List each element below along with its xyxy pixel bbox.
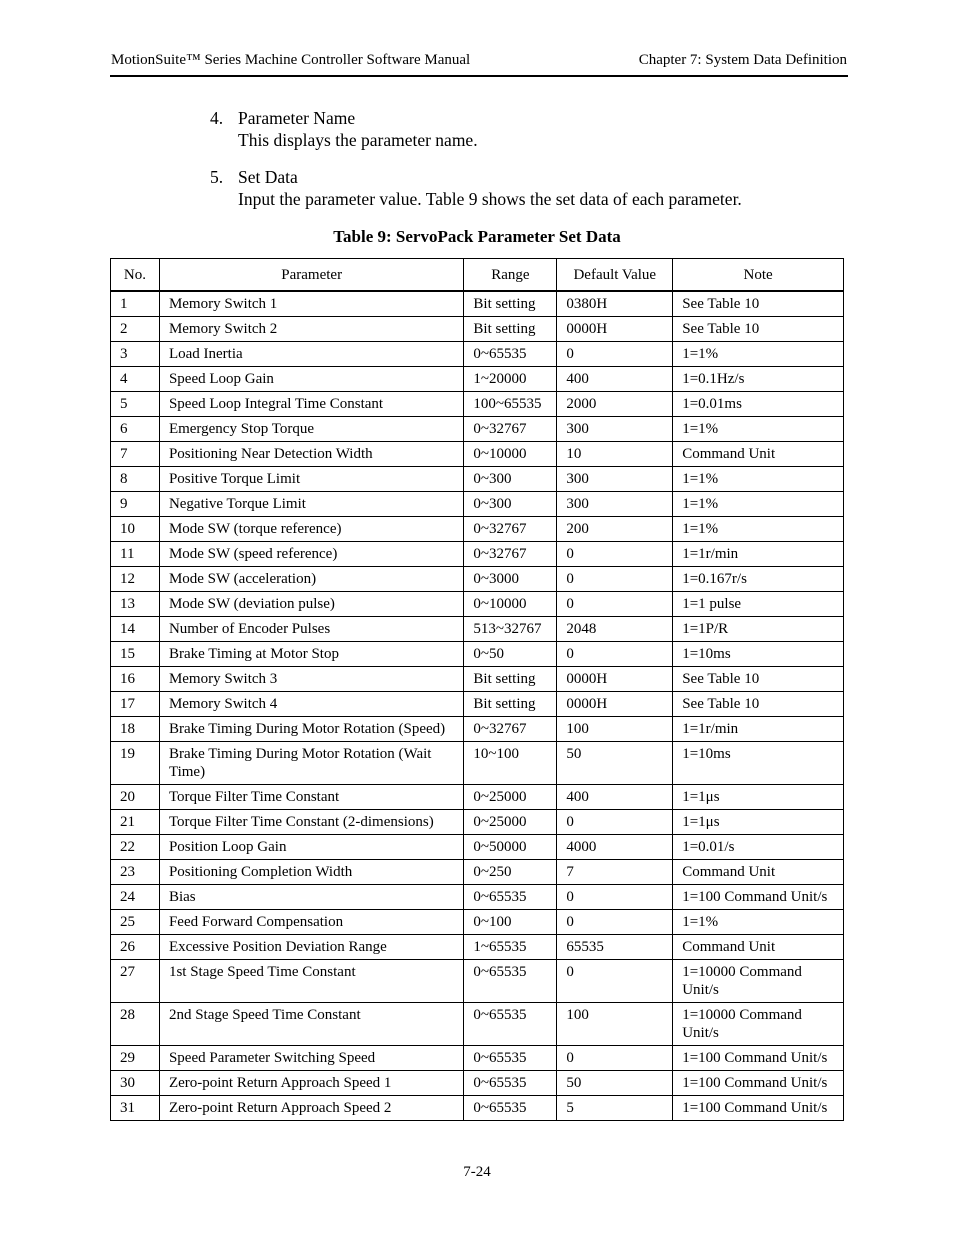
cell-no: 2 (111, 317, 160, 342)
cell-no: 6 (111, 417, 160, 442)
cell-range: 0~65535 (464, 885, 557, 910)
cell-parameter: Zero-point Return Approach Speed 1 (159, 1071, 463, 1096)
cell-parameter: Memory Switch 2 (159, 317, 463, 342)
cell-no: 19 (111, 742, 160, 785)
cell-default-value: 300 (557, 492, 673, 517)
cell-range: 0~65535 (464, 960, 557, 1003)
table-row (111, 291, 844, 317)
column-header-default-value: Default Value (557, 259, 673, 292)
cell-parameter: Zero-point Return Approach Speed 2 (159, 1096, 463, 1121)
cell-note: 1=1 pulse (673, 592, 844, 617)
column-header-range: Range (464, 259, 557, 292)
cell-no: 29 (111, 1046, 160, 1071)
cell-default-value: 0 (557, 542, 673, 567)
chapter-title: Chapter 7: System Data Definition (638, 52, 847, 68)
table-row (111, 835, 844, 860)
item-title: Set Data (238, 167, 298, 187)
cell-note: 1=1μs (673, 785, 844, 810)
cell-default-value: 0 (557, 885, 673, 910)
cell-no: 14 (111, 617, 160, 642)
cell-parameter: Emergency Stop Torque (159, 417, 463, 442)
table-row (111, 342, 844, 367)
cell-no: 7 (111, 442, 160, 467)
cell-range: 0~65535 (464, 342, 557, 367)
cell-default-value: 100 (557, 717, 673, 742)
cell-note: 1=100 Command Unit/s (673, 1046, 844, 1071)
cell-no: 8 (111, 467, 160, 492)
cell-parameter: Speed Loop Integral Time Constant (159, 392, 463, 417)
table-row (111, 885, 844, 910)
cell-note: 1=0.167r/s (673, 567, 844, 592)
cell-default-value: 0000H (557, 692, 673, 717)
cell-default-value: 0000H (557, 317, 673, 342)
cell-default-value: 0 (557, 592, 673, 617)
cell-note: 1=1% (673, 517, 844, 542)
cell-range: 0~65535 (464, 1096, 557, 1121)
cell-parameter: Positioning Near Detection Width (159, 442, 463, 467)
item-title: Parameter Name (238, 108, 356, 128)
cell-default-value: 100 (557, 1003, 673, 1046)
cell-note: See Table 10 (673, 667, 844, 692)
cell-parameter: Excessive Position Deviation Range (159, 935, 463, 960)
table-row (111, 692, 844, 717)
item-description: Input the parameter value. Table 9 shows the set data of each parameter. (238, 189, 742, 209)
cell-no: 20 (111, 785, 160, 810)
cell-default-value: 0 (557, 567, 673, 592)
cell-range: 1~65535 (464, 935, 557, 960)
table-row (111, 860, 844, 885)
cell-note: 1=100 Command Unit/s (673, 1071, 844, 1096)
cell-range: 0~25000 (464, 785, 557, 810)
cell-range: 100~65535 (464, 392, 557, 417)
cell-parameter: Memory Switch 1 (159, 291, 463, 317)
cell-note: See Table 10 (673, 291, 844, 317)
cell-parameter: Torque Filter Time Constant (2-dimensions) (159, 810, 463, 835)
cell-note: 1=1P/R (673, 617, 844, 642)
table-row (111, 417, 844, 442)
table-row (111, 542, 844, 567)
cell-range: 0~32767 (464, 417, 557, 442)
cell-range: 10~100 (464, 742, 557, 785)
cell-default-value: 400 (557, 785, 673, 810)
item-number: 4. (210, 108, 224, 128)
page-number: 7-24 (463, 1164, 491, 1180)
table-row (111, 785, 844, 810)
cell-range: Bit setting (464, 692, 557, 717)
cell-parameter: Mode SW (speed reference) (159, 542, 463, 567)
cell-parameter: Mode SW (deviation pulse) (159, 592, 463, 617)
cell-parameter: Brake Timing During Motor Rotation (Wait Time) (159, 742, 463, 785)
cell-default-value: 0 (557, 810, 673, 835)
table-row (111, 592, 844, 617)
cell-no: 11 (111, 542, 160, 567)
table-row (111, 492, 844, 517)
cell-default-value: 0 (557, 960, 673, 1003)
cell-default-value: 300 (557, 417, 673, 442)
cell-note: See Table 10 (673, 317, 844, 342)
cell-no: 21 (111, 810, 160, 835)
cell-note: 1=100 Command Unit/s (673, 1096, 844, 1121)
header-divider (110, 75, 848, 77)
table-row (111, 935, 844, 960)
cell-default-value: 0 (557, 642, 673, 667)
cell-note: Command Unit (673, 442, 844, 467)
cell-range: 0~32767 (464, 517, 557, 542)
cell-note: 1=1% (673, 342, 844, 367)
cell-parameter: Brake Timing During Motor Rotation (Speed) (159, 717, 463, 742)
cell-note: 1=1% (673, 492, 844, 517)
cell-no: 3 (111, 342, 160, 367)
cell-range: 513~32767 (464, 617, 557, 642)
cell-parameter: Memory Switch 4 (159, 692, 463, 717)
table-row (111, 367, 844, 392)
table-body (111, 291, 844, 1121)
cell-default-value: 7 (557, 860, 673, 885)
cell-default-value: 0 (557, 910, 673, 935)
cell-parameter: Brake Timing at Motor Stop (159, 642, 463, 667)
cell-note: 1=0.01/s (673, 835, 844, 860)
table-row (111, 1046, 844, 1071)
cell-note: 1=10000 Command Unit/s (673, 1003, 844, 1046)
cell-note: 1=1% (673, 910, 844, 935)
cell-default-value: 5 (557, 1096, 673, 1121)
cell-no: 18 (111, 717, 160, 742)
cell-parameter: Feed Forward Compensation (159, 910, 463, 935)
cell-range: 0~25000 (464, 810, 557, 835)
cell-range: 0~300 (464, 467, 557, 492)
cell-parameter: Position Loop Gain (159, 835, 463, 860)
cell-range: 0~32767 (464, 717, 557, 742)
cell-range: 0~250 (464, 860, 557, 885)
servopack-parameter-table (110, 258, 844, 1121)
cell-default-value: 300 (557, 467, 673, 492)
table-row (111, 617, 844, 642)
cell-parameter: 2nd Stage Speed Time Constant (159, 1003, 463, 1046)
cell-range: Bit setting (464, 317, 557, 342)
cell-note: 1=100 Command Unit/s (673, 885, 844, 910)
cell-no: 23 (111, 860, 160, 885)
manual-title: MotionSuite™ Series Machine Controller Software Manual (111, 52, 471, 68)
cell-range: 0~300 (464, 492, 557, 517)
cell-no: 30 (111, 1071, 160, 1096)
cell-parameter: Positioning Completion Width (159, 860, 463, 885)
cell-default-value: 2048 (557, 617, 673, 642)
cell-default-value: 50 (557, 1071, 673, 1096)
cell-no: 4 (111, 367, 160, 392)
cell-no: 24 (111, 885, 160, 910)
cell-no: 25 (111, 910, 160, 935)
table-header-row (111, 259, 844, 292)
cell-default-value: 4000 (557, 835, 673, 860)
table-row (111, 317, 844, 342)
cell-note: 1=10000 Command Unit/s (673, 960, 844, 1003)
cell-no: 27 (111, 960, 160, 1003)
item-description: This displays the parameter name. (238, 130, 478, 150)
cell-default-value: 2000 (557, 392, 673, 417)
cell-default-value: 0380H (557, 291, 673, 317)
cell-no: 28 (111, 1003, 160, 1046)
cell-range: 0~65535 (464, 1046, 557, 1071)
cell-no: 13 (111, 592, 160, 617)
cell-parameter: Negative Torque Limit (159, 492, 463, 517)
cell-no: 22 (111, 835, 160, 860)
cell-no: 10 (111, 517, 160, 542)
table-row (111, 717, 844, 742)
cell-note: Command Unit (673, 860, 844, 885)
cell-range: 1~20000 (464, 367, 557, 392)
cell-note: 1=10ms (673, 742, 844, 785)
cell-note: 1=1r/min (673, 717, 844, 742)
cell-range: 0~100 (464, 910, 557, 935)
cell-default-value: 0 (557, 1046, 673, 1071)
cell-parameter: Memory Switch 3 (159, 667, 463, 692)
cell-parameter: Bias (159, 885, 463, 910)
cell-parameter: Speed Parameter Switching Speed (159, 1046, 463, 1071)
cell-no: 5 (111, 392, 160, 417)
table-row (111, 810, 844, 835)
cell-range: 0~10000 (464, 442, 557, 467)
cell-default-value: 50 (557, 742, 673, 785)
cell-parameter: Load Inertia (159, 342, 463, 367)
table-row (111, 517, 844, 542)
cell-parameter: Torque Filter Time Constant (159, 785, 463, 810)
table-row (111, 667, 844, 692)
cell-note: 1=0.01ms (673, 392, 844, 417)
cell-default-value: 200 (557, 517, 673, 542)
table-row (111, 910, 844, 935)
cell-no: 9 (111, 492, 160, 517)
table-row (111, 567, 844, 592)
table-row (111, 467, 844, 492)
cell-range: 0~50 (464, 642, 557, 667)
cell-default-value: 65535 (557, 935, 673, 960)
cell-default-value: 10 (557, 442, 673, 467)
cell-note: See Table 10 (673, 692, 844, 717)
item-number: 5. (210, 167, 224, 187)
cell-range: Bit setting (464, 291, 557, 317)
cell-no: 31 (111, 1096, 160, 1121)
cell-default-value: 400 (557, 367, 673, 392)
cell-parameter: Mode SW (acceleration) (159, 567, 463, 592)
cell-default-value: 0000H (557, 667, 673, 692)
cell-default-value: 0 (557, 342, 673, 367)
cell-note: 1=0.1Hz/s (673, 367, 844, 392)
cell-no: 1 (111, 291, 160, 317)
cell-note: 1=1r/min (673, 542, 844, 567)
table-row (111, 392, 844, 417)
table-row (111, 1003, 844, 1046)
cell-no: 15 (111, 642, 160, 667)
cell-range: 0~50000 (464, 835, 557, 860)
table-row (111, 1096, 844, 1121)
page-header (111, 52, 847, 69)
column-header-parameter: Parameter (159, 259, 463, 292)
cell-parameter: Number of Encoder Pulses (159, 617, 463, 642)
cell-no: 26 (111, 935, 160, 960)
cell-range: 0~65535 (464, 1071, 557, 1096)
table-row (111, 442, 844, 467)
cell-parameter: Positive Torque Limit (159, 467, 463, 492)
cell-parameter: Mode SW (torque reference) (159, 517, 463, 542)
column-header-no: No. (111, 259, 160, 292)
cell-no: 16 (111, 667, 160, 692)
cell-range: Bit setting (464, 667, 557, 692)
cell-note: 1=1% (673, 417, 844, 442)
cell-note: 1=1% (673, 467, 844, 492)
cell-parameter: 1st Stage Speed Time Constant (159, 960, 463, 1003)
column-header-note: Note (673, 259, 844, 292)
cell-note: 1=10ms (673, 642, 844, 667)
table-caption: Table 9: ServoPack Parameter Set Data (333, 227, 621, 246)
cell-range: 0~10000 (464, 592, 557, 617)
table-row (111, 1071, 844, 1096)
cell-range: 0~32767 (464, 542, 557, 567)
cell-range: 0~65535 (464, 1003, 557, 1046)
cell-note: 1=1μs (673, 810, 844, 835)
cell-note: Command Unit (673, 935, 844, 960)
cell-parameter: Speed Loop Gain (159, 367, 463, 392)
cell-no: 17 (111, 692, 160, 717)
cell-range: 0~3000 (464, 567, 557, 592)
table-row (111, 642, 844, 667)
table-row (111, 960, 844, 1003)
cell-no: 12 (111, 567, 160, 592)
table-row (111, 742, 844, 785)
